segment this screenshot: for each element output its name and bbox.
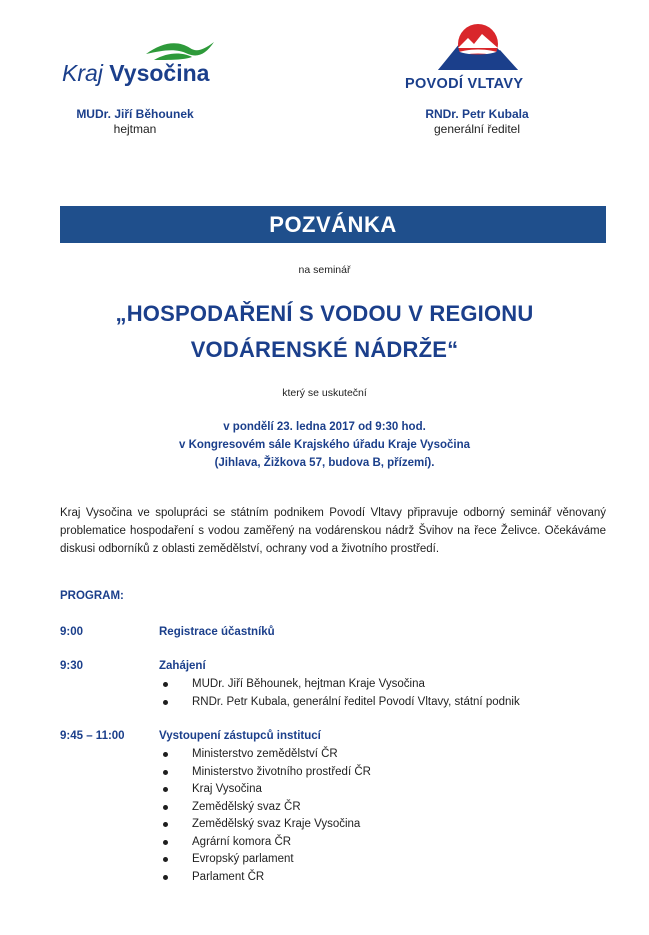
logo-text-kraj: Kraj: [62, 60, 103, 86]
program-heading: PROGRAM:: [60, 590, 124, 602]
program-time: 9:30: [60, 660, 84, 672]
program-item-list: [159, 745, 371, 885]
list-item: [159, 798, 371, 816]
program-block-institutions: [60, 727, 606, 887]
bullet-icon: [163, 770, 168, 775]
list-item: [159, 693, 520, 711]
seminar-subtitle: na seminář: [298, 264, 351, 276]
bullet-icon: [163, 682, 168, 687]
signatory-left-role: hejtman: [113, 122, 157, 136]
signatory-left: [60, 107, 210, 137]
bullet-icon: [163, 875, 168, 880]
list-item-text: Zemědělský svaz Kraje Vysočina: [192, 818, 361, 830]
list-item: [159, 833, 371, 851]
description-paragraph: Kraj Vysočina ve spolupráci se státním podnikem Povodí Vltavy připravuje odborný seminář věnovaný problematice hospodaření s vodou zaměřený na vodárenskou nádrž Švihov na řece Želivce. Očekáváme diskusi odborníků z oblasti zemědělství, ochrany vod a životního prostředí.: [60, 507, 606, 555]
bullet-icon: [163, 857, 168, 862]
logo-text-vysocina: Vysočina: [109, 60, 210, 86]
list-item: [159, 745, 371, 763]
kraj-vysocina-wordmark: [62, 60, 209, 87]
event-details: [0, 418, 649, 472]
program-block-opening: [60, 657, 606, 717]
list-item: [159, 763, 371, 781]
list-item-text: MUDr. Jiří Běhounek, hejtman Kraje Vysočina: [192, 678, 425, 690]
takes-place-text: který se uskuteční: [282, 387, 367, 399]
signatory-right-role: generální ředitel: [433, 122, 521, 136]
bullet-icon: [163, 700, 168, 705]
povodi-vltavy-mountain-icon: [434, 18, 522, 74]
program-title: Registrace účastníků: [159, 626, 275, 638]
seminar-title-line-1: „HOSPODAŘENÍ S VODOU V REGIONU: [115, 301, 534, 326]
list-item-text: Zemědělský svaz ČR: [192, 800, 301, 813]
list-item: [159, 815, 371, 833]
list-item-text: Kraj Vysočina: [192, 783, 262, 795]
bullet-icon: [163, 840, 168, 845]
list-item-text: Agrární komora ČR: [192, 835, 292, 848]
list-item-text: Ministerstvo životního prostředí ČR: [192, 765, 371, 778]
bullet-icon: [163, 805, 168, 810]
signatory-left-name: MUDr. Jiří Běhounek: [76, 107, 194, 121]
event-date: v pondělí 23. ledna 2017 od 9:30 hod.: [223, 421, 426, 433]
event-venue: v Kongresovém sále Krajského úřadu Kraje Vysočina: [178, 439, 471, 451]
event-address: (Jihlava, Žižkova 57, budova B, přízemí).: [214, 457, 435, 469]
list-item-text: Evropský parlament: [192, 853, 294, 865]
program-time: 9:00: [60, 626, 84, 638]
povodi-vltavy-wordmark: POVODÍ VLTAVY: [405, 76, 524, 92]
povodi-vltavy-logo: [398, 18, 558, 98]
list-item: [159, 868, 371, 886]
kraj-vysocina-logo: [62, 38, 222, 98]
seminar-title-line-2: VODÁRENSKÉ NÁDRŽE“: [190, 337, 459, 362]
program-time: 9:45 – 11:00: [60, 730, 125, 742]
list-item: [159, 780, 371, 798]
invitation-banner: POZVÁNKA: [60, 206, 606, 243]
bullet-icon: [163, 752, 168, 757]
signatory-right-name: RNDr. Petr Kubala: [425, 107, 529, 121]
list-item-text: Ministerstvo zemědělství ČR: [192, 748, 338, 760]
signatory-right: [402, 107, 552, 137]
list-item-text: RNDr. Petr Kubala, generální ředitel Povodí Vltavy, státní podnik: [192, 695, 520, 708]
list-item: [159, 850, 371, 868]
program-block-registration: [60, 623, 606, 643]
bullet-icon: [163, 787, 168, 792]
list-item-text: Parlament ČR: [192, 870, 265, 883]
program-item-list: [159, 675, 520, 710]
list-item: [159, 675, 520, 693]
program-title: Vystoupení zástupců institucí: [159, 730, 321, 742]
program-title: Zahájení: [159, 660, 206, 672]
bullet-icon: [163, 822, 168, 827]
